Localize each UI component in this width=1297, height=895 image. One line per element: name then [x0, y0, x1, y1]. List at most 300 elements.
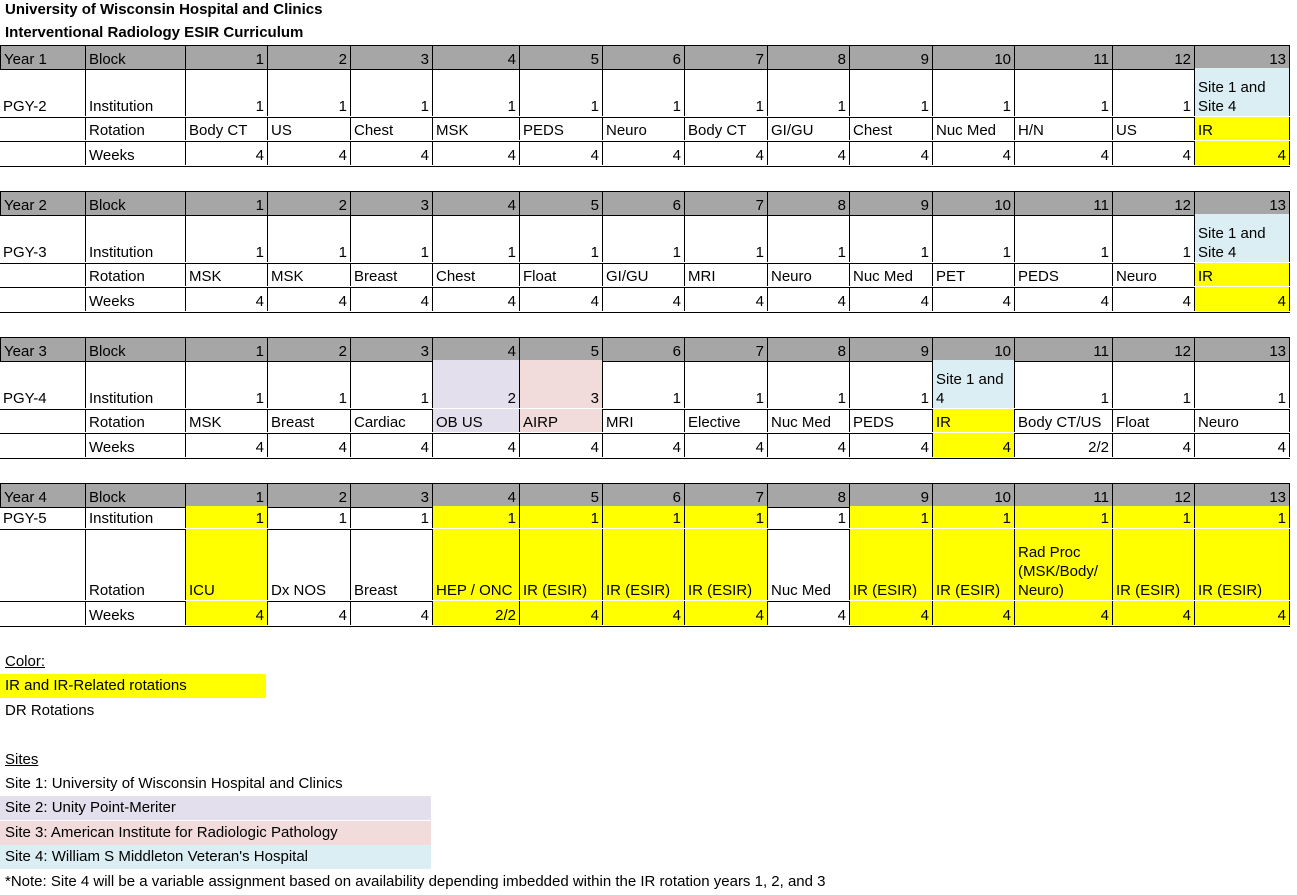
rotation-cell-text: Nuc Med — [936, 122, 997, 139]
block-number — [767, 484, 849, 507]
institution-cell-text: 1 — [672, 244, 681, 261]
weeks-cell — [602, 601, 684, 625]
weeks-cell — [684, 601, 767, 625]
row-label — [85, 68, 185, 116]
weeks-cell-text: 4 — [338, 607, 347, 624]
institution-cell-text: 1 — [1002, 98, 1011, 115]
weeks-cell-text: 4 — [920, 607, 929, 624]
institution-cell-text: 1 — [507, 244, 516, 261]
institution-cell — [684, 214, 767, 262]
institution-cell-text: 1 — [420, 98, 429, 115]
block-number-text: 3 — [420, 489, 429, 506]
weeks-cell — [1112, 287, 1194, 311]
weeks-cell — [519, 287, 602, 311]
institution-cell — [1014, 360, 1112, 408]
weeks-cell-text: 4 — [338, 293, 347, 310]
rotation-cell-text: MSK — [189, 414, 222, 431]
institution-cell — [267, 506, 350, 528]
rotation-cell-text: H/N — [1018, 122, 1044, 139]
institution-cell — [1112, 506, 1194, 528]
institution-cell-text: 1 — [1100, 390, 1109, 407]
rotation-cell-text: US — [1116, 122, 1137, 139]
weeks-cell — [932, 287, 1014, 311]
row-label-text: Rotation — [89, 582, 145, 599]
block-number — [932, 338, 1014, 361]
block-number-text: 7 — [755, 197, 764, 214]
institution-cell — [350, 214, 432, 262]
institution-cell — [849, 360, 932, 408]
weeks-cell — [350, 601, 432, 625]
block-number — [185, 46, 267, 69]
row-label-text: Weeks — [89, 147, 135, 164]
weeks-cell-text: 4 — [837, 147, 846, 164]
rotation-cell-text: IR (ESIR) — [1116, 582, 1181, 599]
weeks-cell — [185, 141, 267, 165]
institution-cell-text: 1 — [837, 510, 846, 527]
pgy-label — [0, 214, 85, 262]
rotation-cell — [432, 263, 519, 286]
institution-cell-text: 3 — [590, 390, 599, 407]
block-number — [432, 484, 519, 507]
rotation-cell — [1014, 529, 1112, 600]
weeks-cell — [185, 433, 267, 457]
block-number — [350, 46, 432, 69]
institution-cell-text: Site 1 and Site 4 — [1198, 225, 1266, 261]
row-label — [85, 263, 185, 286]
institution-row — [0, 360, 1290, 410]
pgy-label — [0, 287, 85, 311]
rotation-cell — [185, 409, 267, 432]
rotation-cell-text: Body CT — [189, 122, 248, 139]
weeks-cell-text: 4 — [255, 293, 264, 310]
rotation-cell-text: Breast — [354, 582, 398, 599]
row-label — [85, 529, 185, 600]
weeks-cell — [1014, 601, 1112, 625]
row-label — [85, 46, 185, 69]
institution-cell — [519, 506, 602, 528]
block-number — [684, 192, 767, 215]
block-number-text: 12 — [1174, 51, 1191, 68]
pgy-label-text: PGY-2 — [3, 98, 47, 115]
institution-cell-text: 1 — [507, 510, 516, 527]
weeks-cell-text: 4 — [1182, 607, 1191, 624]
row-label-text: Block — [89, 51, 126, 68]
rotation-cell-text: Dx NOS — [271, 582, 327, 599]
rotation-cell — [767, 529, 849, 600]
rotation-cell-text: Body CT — [688, 122, 747, 139]
pgy-label — [0, 409, 85, 432]
rotation-cell-text: Cardiac — [354, 414, 406, 431]
weeks-cell-text: 4 — [590, 147, 599, 164]
weeks-cell — [767, 287, 849, 311]
institution-cell — [185, 360, 267, 408]
rotation-cell — [350, 409, 432, 432]
weeks-cell-text: 4 — [755, 607, 764, 624]
block-number-text: 5 — [590, 343, 599, 360]
institution-cell — [602, 360, 684, 408]
weeks-cell-text: 4 — [837, 293, 846, 310]
row-label-text: Rotation — [89, 122, 145, 139]
block-number — [519, 192, 602, 215]
block-number-text: 10 — [994, 197, 1011, 214]
rotation-cell — [684, 409, 767, 432]
pgy-label-text: PGY-5 — [3, 510, 47, 527]
legend-dr: DR Rotations — [5, 702, 95, 719]
institution-cell-text: 1 — [507, 98, 516, 115]
institution-cell — [519, 68, 602, 116]
rotation-cell-text: Rad Proc (MSK/Body/ Neuro) — [1018, 544, 1099, 599]
block-number-text: 8 — [837, 489, 846, 506]
weeks-cell — [1014, 141, 1112, 165]
weeks-cell — [1112, 141, 1194, 165]
block-number-text: 13 — [1269, 197, 1286, 214]
weeks-cell — [185, 287, 267, 311]
rotation-row — [0, 263, 1290, 288]
weeks-cell-text: 4 — [1002, 439, 1011, 456]
rotation-cell — [684, 263, 767, 286]
weeks-row — [0, 141, 1290, 167]
rotation-cell-text: Neuro — [1116, 268, 1157, 285]
institution-cell — [432, 68, 519, 116]
rotation-cell-text: Elective — [688, 414, 741, 431]
weeks-cell-text: 4 — [1182, 147, 1191, 164]
block-number-text: 13 — [1269, 489, 1286, 506]
block-number-text: 1 — [255, 489, 264, 506]
row-label — [85, 601, 185, 625]
weeks-cell-text: 4 — [672, 607, 681, 624]
institution-cell — [849, 506, 932, 528]
weeks-cell-text: 4 — [1002, 293, 1011, 310]
institution-cell-text: 1 — [1100, 98, 1109, 115]
rotation-cell-text: Float — [1116, 414, 1150, 431]
institution-cell-text: Site 1 and Site 4 — [1198, 79, 1266, 115]
block-number-text: 4 — [507, 51, 516, 68]
legend-note: *Note: Site 4 will be a variable assignment based on availability depending imbedded within the IR rotation years 1, 2, and 3 — [5, 873, 826, 890]
institution-cell — [1194, 214, 1290, 262]
rotation-cell — [350, 117, 432, 140]
legend-sites-heading: Sites — [5, 751, 39, 768]
weeks-cell — [932, 141, 1014, 165]
block-number — [1112, 484, 1194, 507]
row-label — [85, 338, 185, 361]
institution-row — [0, 506, 1290, 530]
institution-row — [0, 68, 1290, 118]
row-label — [85, 287, 185, 311]
weeks-row — [0, 287, 1290, 313]
block-number-text: 13 — [1269, 343, 1286, 360]
block-number — [432, 192, 519, 215]
block-number — [350, 338, 432, 361]
weeks-cell-text: 4 — [837, 439, 846, 456]
weeks-cell-text: 4 — [255, 607, 264, 624]
block-number-text: 5 — [590, 197, 599, 214]
pgy-label — [0, 141, 85, 165]
pgy-label — [0, 117, 85, 140]
block-number — [684, 484, 767, 507]
weeks-cell — [1014, 287, 1112, 311]
weeks-cell-text: 4 — [755, 293, 764, 310]
institution-cell — [684, 68, 767, 116]
block-number-text: 5 — [590, 51, 599, 68]
year-label — [0, 484, 85, 507]
rotation-cell — [602, 409, 684, 432]
weeks-cell — [849, 601, 932, 625]
rotation-cell — [267, 529, 350, 600]
institution-cell-text: 1 — [755, 510, 764, 527]
block-number-text: 2 — [338, 489, 347, 506]
institution-cell — [350, 360, 432, 408]
institution-cell — [1014, 506, 1112, 528]
institution-cell — [432, 214, 519, 262]
row-label — [85, 117, 185, 140]
pgy-label — [0, 68, 85, 116]
institution-cell — [432, 360, 519, 408]
institution-cell — [1194, 68, 1290, 116]
weeks-cell — [684, 287, 767, 311]
weeks-row — [0, 601, 1290, 627]
institution-cell — [932, 360, 1014, 408]
weeks-cell-text: 4 — [672, 147, 681, 164]
institution-cell-text: 1 — [338, 244, 347, 261]
rotation-cell — [849, 263, 932, 286]
institution-cell — [1194, 360, 1290, 408]
block-number — [185, 338, 267, 361]
block-number-text: 9 — [920, 51, 929, 68]
year-label — [0, 46, 85, 69]
row-label-text: Institution — [89, 98, 154, 115]
block-number-text: 10 — [994, 489, 1011, 506]
institution-cell — [684, 360, 767, 408]
institution-cell — [185, 214, 267, 262]
institution-cell-text: 1 — [1182, 98, 1191, 115]
rotation-cell-text: IR (ESIR) — [1198, 582, 1263, 599]
rotation-cell-text: MRI — [688, 268, 716, 285]
block-number-text: 10 — [994, 51, 1011, 68]
block-number — [432, 46, 519, 69]
weeks-cell-text: 4 — [420, 607, 429, 624]
block-number — [767, 192, 849, 215]
block-number-text: 9 — [920, 489, 929, 506]
block-number — [932, 192, 1014, 215]
rotation-cell — [1112, 263, 1194, 286]
weeks-cell — [350, 433, 432, 457]
institution-cell — [932, 214, 1014, 262]
block-number — [350, 484, 432, 507]
block-number — [849, 484, 932, 507]
weeks-cell-text: 4 — [1002, 147, 1011, 164]
rotation-cell — [932, 529, 1014, 600]
weeks-cell — [767, 601, 849, 625]
institution-cell — [519, 214, 602, 262]
weeks-cell — [602, 141, 684, 165]
block-number-text: 7 — [755, 343, 764, 360]
rotation-cell — [267, 409, 350, 432]
weeks-cell-text: 4 — [672, 439, 681, 456]
institution-cell-text: 1 — [672, 510, 681, 527]
rotation-cell — [849, 529, 932, 600]
block-number-text: 13 — [1269, 51, 1286, 68]
weeks-cell-text: 4 — [1277, 293, 1286, 310]
rotation-cell — [1014, 409, 1112, 432]
rotation-cell — [932, 263, 1014, 286]
row-label-text: Block — [89, 489, 126, 506]
year-label-text: Year 4 — [4, 489, 47, 506]
row-label-text: Block — [89, 343, 126, 360]
block-number — [1014, 338, 1112, 361]
rotation-cell-text: MSK — [436, 122, 469, 139]
institution-cell-text: 1 — [1100, 510, 1109, 527]
weeks-cell-text: 4 — [1100, 293, 1109, 310]
block-number-text: 2 — [338, 51, 347, 68]
year-label — [0, 338, 85, 361]
institution-row — [0, 214, 1290, 264]
weeks-cell-text: 4 — [920, 293, 929, 310]
institution-cell-text: 1 — [755, 244, 764, 261]
legend-site1: Site 1: University of Wisconsin Hospital and Clinics — [5, 775, 343, 792]
institution-cell-text: 1 — [338, 390, 347, 407]
weeks-cell-text: 4 — [1277, 147, 1286, 164]
block-number — [849, 338, 932, 361]
weeks-cell — [767, 433, 849, 457]
block-number — [1014, 46, 1112, 69]
institution-cell-text: 1 — [1182, 390, 1191, 407]
weeks-cell — [684, 433, 767, 457]
pgy-label — [0, 263, 85, 286]
weeks-cell-text: 4 — [755, 439, 764, 456]
block-number-text: 5 — [590, 489, 599, 506]
institution-cell — [767, 68, 849, 116]
institution-cell — [602, 68, 684, 116]
weeks-cell — [267, 601, 350, 625]
institution-cell-text: 1 — [255, 98, 264, 115]
institution-cell-text: Site 1 and 4 — [936, 371, 1004, 407]
rotation-cell-text: Float — [523, 268, 557, 285]
institution-cell-text: 1 — [837, 98, 846, 115]
weeks-cell — [185, 601, 267, 625]
weeks-cell-text: 4 — [590, 293, 599, 310]
institution-cell — [185, 68, 267, 116]
rotation-cell — [519, 117, 602, 140]
institution-cell — [1112, 360, 1194, 408]
institution-cell-text: 1 — [255, 390, 264, 407]
weeks-cell — [267, 287, 350, 311]
pgy-label — [0, 360, 85, 408]
row-label-text: Rotation — [89, 268, 145, 285]
rotation-cell — [1194, 263, 1290, 286]
weeks-cell — [1014, 433, 1112, 457]
institution-cell-text: 1 — [420, 510, 429, 527]
rotation-cell-text: Chest — [436, 268, 476, 285]
weeks-cell — [519, 141, 602, 165]
block-number-text: 8 — [837, 343, 846, 360]
rotation-cell — [519, 263, 602, 286]
rotation-cell-text: Nuc Med — [771, 414, 832, 431]
weeks-cell — [849, 141, 932, 165]
row-label — [85, 192, 185, 215]
block-header-row — [0, 483, 1290, 508]
rotation-cell — [267, 117, 350, 140]
rotation-cell-text: HEP / ONC — [436, 582, 513, 599]
block-number — [684, 338, 767, 361]
weeks-cell-text: 4 — [920, 439, 929, 456]
weeks-cell-text: 4 — [507, 293, 516, 310]
rotation-cell — [602, 529, 684, 600]
row-label-text: Institution — [89, 244, 154, 261]
block-number-text: 7 — [755, 51, 764, 68]
rotation-cell-text: Nuc Med — [771, 582, 832, 599]
weeks-cell — [767, 141, 849, 165]
rotation-cell — [519, 529, 602, 600]
institution-cell — [849, 68, 932, 116]
institution-cell-text: 1 — [755, 98, 764, 115]
pgy-label — [0, 433, 85, 457]
institution-cell-text: 1 — [1100, 244, 1109, 261]
legend-site2: Site 2: Unity Point-Meriter — [0, 796, 431, 820]
block-number — [185, 484, 267, 507]
rotation-cell — [849, 117, 932, 140]
rotation-cell-text: Chest — [853, 122, 893, 139]
weeks-cell-text: 4 — [420, 439, 429, 456]
institution-cell — [684, 506, 767, 528]
block-number — [1014, 484, 1112, 507]
weeks-cell — [350, 141, 432, 165]
block-number — [767, 338, 849, 361]
weeks-cell-text: 4 — [590, 439, 599, 456]
block-number — [519, 484, 602, 507]
legend-color-heading: Color: — [5, 653, 46, 670]
institution-cell-text: 1 — [255, 510, 264, 527]
block-number-text: 9 — [920, 343, 929, 360]
block-number — [1112, 338, 1194, 361]
block-number — [602, 46, 684, 69]
rotation-cell — [1194, 117, 1290, 140]
block-number — [185, 192, 267, 215]
weeks-cell-text: 4 — [338, 439, 347, 456]
block-number — [1112, 192, 1194, 215]
rotation-cell-text: PET — [936, 268, 966, 285]
block-number-text: 3 — [420, 343, 429, 360]
block-number — [1014, 192, 1112, 215]
rotation-cell-text: IR — [1198, 268, 1213, 285]
rotation-cell — [350, 263, 432, 286]
rotation-cell-text: IR (ESIR) — [688, 582, 753, 599]
institution-cell — [767, 214, 849, 262]
block-number-text: 3 — [420, 51, 429, 68]
rotation-cell — [932, 409, 1014, 432]
row-label — [85, 484, 185, 507]
block-number — [849, 46, 932, 69]
institution-cell-text: 1 — [837, 244, 846, 261]
rotation-cell-text: IR (ESIR) — [606, 582, 671, 599]
institution-cell-text: 2 — [507, 390, 516, 407]
weeks-cell-text: 4 — [1182, 439, 1191, 456]
rotation-cell — [1014, 117, 1112, 140]
block-number — [267, 338, 350, 361]
weeks-cell-text: 4 — [837, 607, 846, 624]
block-number — [602, 192, 684, 215]
weeks-cell — [432, 433, 519, 457]
rotation-cell — [767, 263, 849, 286]
weeks-cell — [432, 141, 519, 165]
block-number-text: 1 — [255, 343, 264, 360]
weeks-cell — [849, 433, 932, 457]
weeks-cell — [267, 141, 350, 165]
pgy-label-text: PGY-3 — [3, 244, 47, 261]
weeks-cell-text: 4 — [1277, 607, 1286, 624]
row-label-text: Institution — [89, 390, 154, 407]
legend-site4: Site 4: William S Middleton Veteran's Hospital — [0, 845, 431, 869]
weeks-row — [0, 433, 1290, 459]
